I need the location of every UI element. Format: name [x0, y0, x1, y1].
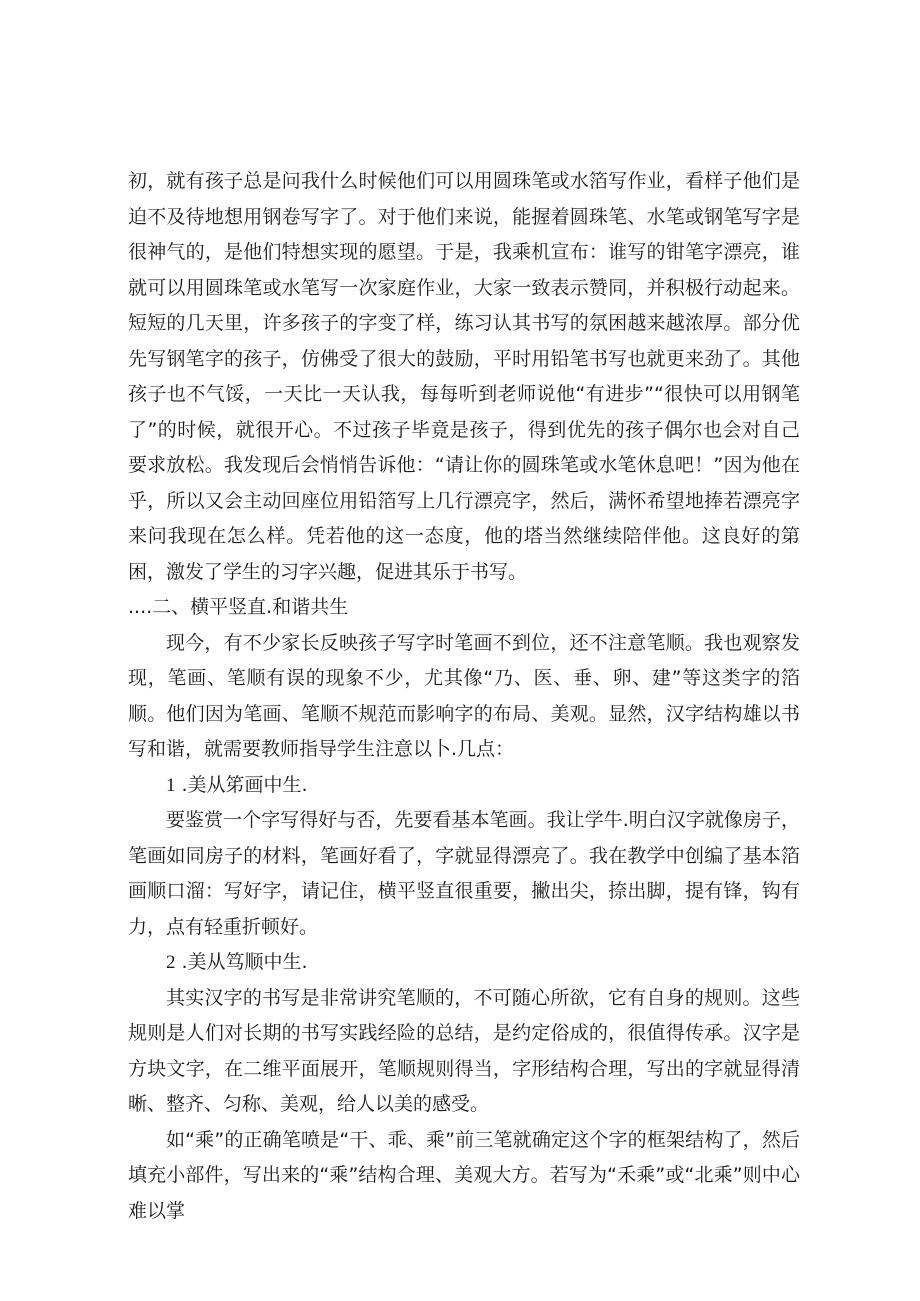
paragraph-cheng-example: 如“乘”的正确笔喷是“干、乖、乘”前三笔就确定这个字的框架结构了，然后填充小部件，写出来的“乘”结构合理、美观大方。若写为“禾乘”或“北乘”则中心难以掌 [128, 1128, 800, 1222]
paragraph-stroke-order-intro: 现今，有不少家长反映孩子写字时笔画不到位，还不注意笔顺。我也观察发现，笔画、笔顺有误的现象不少，尤其像“乃、医、垂、卵、建”等这类字的箔顺。他们因为笔画、笔顺不规范而影响字的布局、美观。显然，汉字结构雄以书写和谐，就需要教师指导学生注意以卜.几点： [128, 631, 800, 760]
paragraph-basic-strokes: 要鉴赏一个字写得好与否，先要看基本笔画。我让学牛.明白汉字就像房子，笔画如同房子的材料，笔画好看了，字就显得漂亮了。我在教学中创编了基本箔画顺口溜：写好字，请记住，横平竖直很重要，撇出尖，捺出脚，提有锋，钩有力，点有轻重折顿好。 [128, 809, 800, 938]
subheading-2-text: .美从笃顺中生. [181, 951, 308, 973]
document-body [128, 164, 800, 1229]
subheading-1 [128, 768, 800, 804]
paragraph-stroke-order-rules: 其实汉字的书写是非常讲究笔顺的，不可随心所欲，它有自身的规则。这些规则是人们对长期的书写实践经险的总结，是约定俗成的，很值得传承。汉字是方块文字，在二维平面展开，笔顺规则得当，字形结构合理，写出的字就显得清晰、整齐、匀称、美观，给人以美的感受。 [128, 986, 800, 1115]
paragraph-habit-motivation: 初，就有孩子总是问我什么时候他们可以用圆珠笔或水箔写作业，看样子他们是迫不及待地想用钢卷写字了。对于他们来说，能握着圆珠笔、水笔或钢笔写字是很神气的，是他们特想实现的愿望。于是，我乘机宣布：谁写的钳笔字漂亮，谁就可以用圆珠笔或水笔写一次家庭作业，大家一致表示赞同，并积极行动起来。短短的几天里，许多孩子的字变了样，练习认其书写的氛困越来越浓厚。部分优先写钢笔字的孩子，仿佛受了很大的鼓励，平时用铅笔书写也就更来劲了。其他孩子也不气馁，一天比一天认我，每每听到老师说他“有进步”“很快可以用钢笔了”的时候，就很开心。不过孩子毕竟是孩子，得到优先的孩子偶尔也会对自己要求放松。我发现后会悄悄告诉他：“请让你的圆珠笔或水笔休息吧！”因为他在乎，所以又会主动回座位用铅箔写上几行漂亮字，然后，满怀希望地捧若漂亮字来问我现在怎么样。凭若他的这一态度，他的塔当然继续陪伴他。这良好的第困，激发了学生的习字兴趣，促进其乐于书写。 [128, 170, 800, 583]
subheading-1-number: 1 [166, 774, 176, 796]
subheading-1-text: .美从笫画中生. [181, 773, 308, 796]
section-heading-2: ....二、横平竖直.和谐共生 [128, 596, 349, 618]
subheading-2 [128, 945, 800, 981]
subheading-2-number: 2 [166, 952, 176, 973]
